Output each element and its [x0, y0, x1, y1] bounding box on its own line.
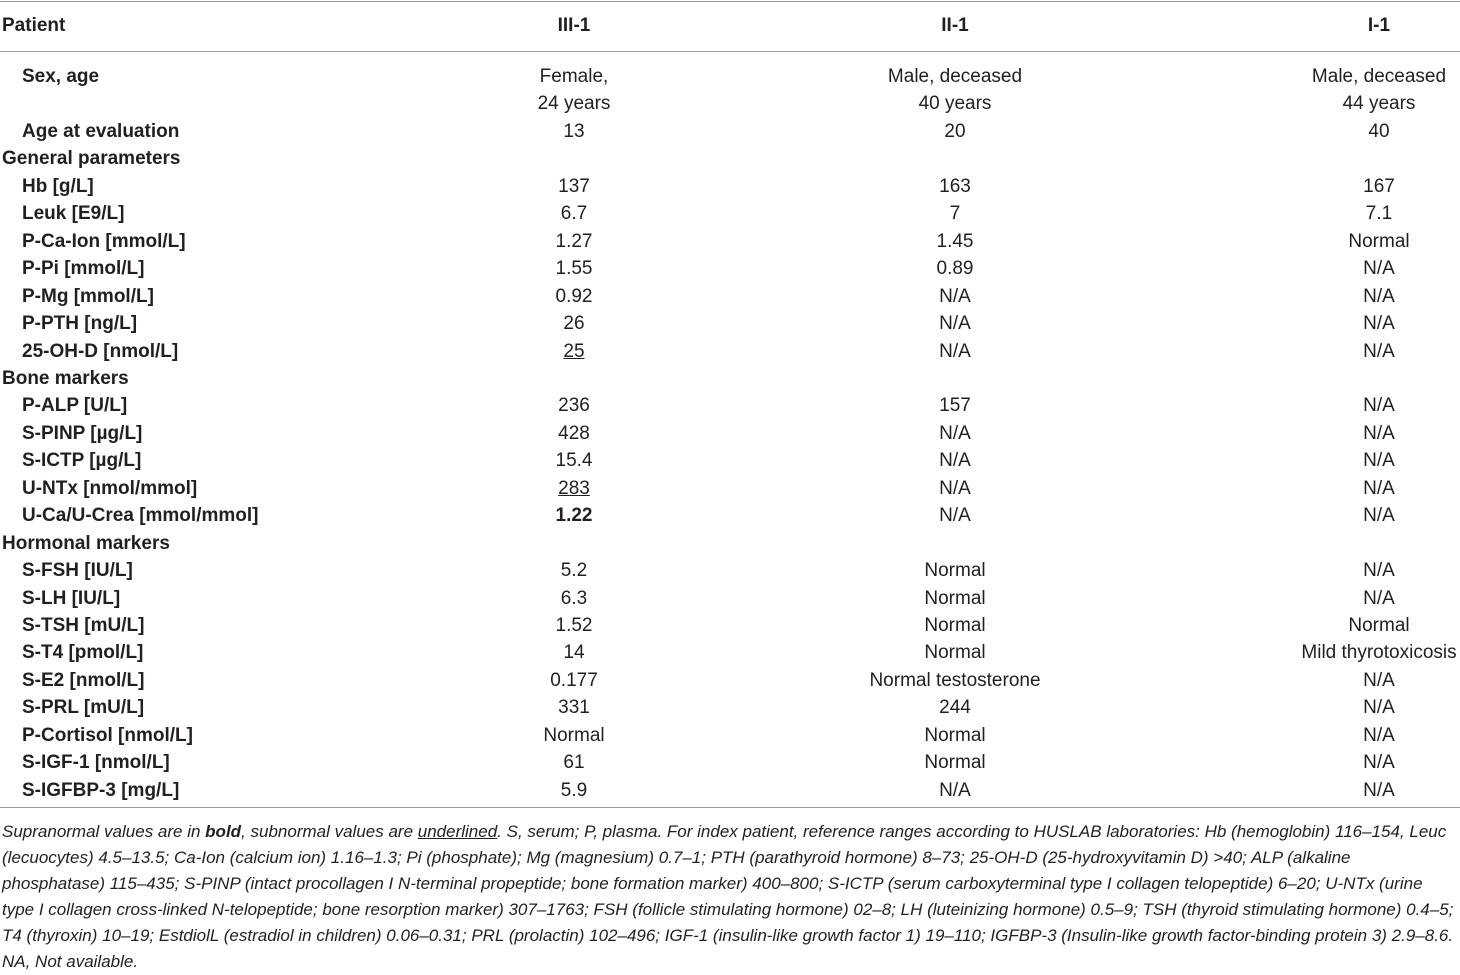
- value-i-1: N/A: [1363, 395, 1395, 417]
- value-iii-1: 5.2: [560, 560, 588, 582]
- value-ii-1: N/A: [939, 450, 971, 472]
- table-row: [0, 145, 1460, 172]
- table-row: [0, 283, 1460, 310]
- value-iii-1: 6.3: [560, 587, 588, 609]
- value-iii-1: 5.9: [560, 779, 588, 801]
- table-row: [0, 365, 1460, 392]
- value-iii-1: 24 years: [537, 93, 611, 115]
- value-i-1: 167: [1363, 175, 1395, 197]
- value-iii-1: 25: [563, 340, 585, 362]
- value-i-1: Mild thyrotoxicosis: [1301, 642, 1457, 664]
- row-label: S-E2 [nmol/L]: [22, 669, 145, 691]
- value-i-1: N/A: [1363, 313, 1395, 335]
- table-row: [0, 694, 1460, 721]
- footnote-text: . S, serum; P, plasma. For index patient, reference ranges according to HUSLAB laboratories: Hb (hemoglobin) 116–154, Leuc (lecuocytes) 4.5–13.5; Ca-Ion (calcium ion) 1.16–1.3; Pi (phosphate); Mg (magnesium) 0.7–1; PTH (parathyroid hormone) 8–73; 25-OH-D (25-hydroxyvitamin D) >40; ALP (alkaline phosphatase) 115–435; S-PINP (intact procollagen I N-terminal propeptide; bone formation marker) 400–800; S-ICTP (serum carboxyterminal type I collagen telopeptide) 6–20; U-NTx (urine type I collagen cross-linked N-telopeptide; bone resorption marker) 307–1763; FSH (follicle stimulating hormone) 02–8; LH (luteinizing hormone) 0.5–9; TSH (thyroid stimulating hormone) 0.4–5; T4 (thyroxin) 10–19; EstdiolL (estradiol in children) 0.06–0.31; PRL (prolactin) 102–496; IGF-1 (insulin-like growth factor 1) 19–110; IGFBP-3 (Insulin-like growth factor-binding protein 3) 2.9–8.6. NA, Not available.: [2, 822, 1454, 971]
- value-iii-1: 6.7: [560, 203, 588, 225]
- value-ii-1: 157: [939, 395, 971, 417]
- value-ii-1: N/A: [939, 505, 971, 527]
- value-i-1: Male, deceased: [1311, 66, 1447, 87]
- value-i-1: N/A: [1363, 587, 1395, 609]
- section-heading: Hormonal markers: [2, 532, 170, 554]
- table-row: [0, 639, 1460, 666]
- table-row: [0, 530, 1460, 557]
- table-bottom-rule: [0, 807, 1460, 808]
- table-row: [0, 585, 1460, 612]
- table-row: [0, 173, 1460, 200]
- value-ii-1: 20: [944, 120, 966, 142]
- value-ii-1: N/A: [939, 285, 971, 307]
- value-iii-1: 236: [558, 395, 590, 417]
- row-label: S-IGFBP-3 [mg/L]: [22, 779, 180, 801]
- value-ii-1: Normal: [924, 560, 986, 582]
- header-i-1: I-1: [1367, 15, 1391, 36]
- row-label: S-PINP [µg/L]: [22, 422, 143, 444]
- section-heading: Bone markers: [2, 367, 129, 389]
- row-label: P-ALP [U/L]: [22, 395, 128, 417]
- row-label: P-PTH [ng/L]: [22, 313, 138, 335]
- value-iii-1: 0.92: [555, 285, 593, 307]
- value-iii-1: 1.55: [555, 258, 593, 280]
- table-row: [0, 228, 1460, 255]
- value-i-1: N/A: [1363, 697, 1395, 719]
- table-row: [0, 90, 1460, 117]
- value-i-1: Normal: [1348, 230, 1410, 252]
- value-i-1: 44 years: [1342, 93, 1416, 115]
- value-iii-1: 331: [558, 697, 590, 719]
- value-i-1: 7.1: [1365, 203, 1393, 225]
- value-ii-1: 1.45: [936, 230, 974, 252]
- value-iii-1: 1.52: [555, 615, 593, 636]
- row-label: Hb [g/L]: [22, 175, 94, 197]
- value-i-1: N/A: [1363, 258, 1395, 280]
- row-label: U-Ca/U-Crea [mmol/mmol]: [22, 505, 259, 527]
- row-label: S-T4 [pmol/L]: [22, 642, 144, 664]
- value-ii-1: Normal: [924, 752, 986, 774]
- value-iii-1: 283: [558, 477, 590, 499]
- value-iii-1: 61: [563, 752, 585, 774]
- value-ii-1: 40 years: [918, 93, 992, 115]
- value-i-1: N/A: [1363, 422, 1395, 444]
- row-label: Age at evaluation: [22, 120, 180, 142]
- row-label: P-Cortisol [nmol/L]: [22, 724, 193, 746]
- row-label: S-IGF-1 [nmol/L]: [22, 752, 170, 774]
- value-i-1: N/A: [1363, 477, 1395, 499]
- table-row: [0, 722, 1460, 749]
- table-row: [0, 63, 1460, 90]
- value-i-1: 40: [1368, 120, 1390, 142]
- header-ii-1: II-1: [941, 15, 969, 36]
- value-iii-1: 1.22: [555, 505, 593, 527]
- table-row: [0, 255, 1460, 282]
- value-i-1: N/A: [1363, 505, 1395, 527]
- header-rule: [0, 51, 1460, 52]
- footnote-bold-word: bold: [205, 822, 242, 841]
- value-i-1: N/A: [1363, 560, 1395, 582]
- table-row: [0, 502, 1460, 529]
- table-row: [0, 475, 1460, 502]
- header-iii-1: III-1: [557, 15, 591, 36]
- table-header-row: [0, 12, 1460, 39]
- footnote-text: Supranormal values are in: [2, 822, 206, 841]
- row-label: P-Ca-Ion [mmol/L]: [22, 230, 186, 252]
- row-label: S-TSH [mU/L]: [22, 615, 145, 636]
- row-label: Sex, age: [22, 66, 100, 87]
- value-i-1: Normal: [1348, 615, 1410, 636]
- table-row: [0, 612, 1460, 639]
- value-i-1: N/A: [1363, 285, 1395, 307]
- footnote-underlined-word: underlined: [417, 822, 498, 841]
- value-ii-1: N/A: [939, 779, 971, 801]
- value-ii-1: N/A: [939, 313, 971, 335]
- row-label: S-LH [IU/L]: [22, 587, 121, 609]
- value-i-1: N/A: [1363, 752, 1395, 774]
- row-label: S-FSH [IU/L]: [22, 560, 133, 582]
- value-iii-1: Female,: [539, 66, 609, 87]
- row-label: 25-OH-D [nmol/L]: [22, 340, 179, 362]
- table-row: [0, 749, 1460, 776]
- table-row: [0, 392, 1460, 419]
- value-iii-1: 14: [563, 642, 585, 664]
- table-row: [0, 667, 1460, 694]
- table-top-rule: [0, 1, 1460, 2]
- footnote-text: , subnormal values are: [241, 822, 418, 841]
- value-ii-1: Normal: [924, 587, 986, 609]
- table-row: [0, 118, 1460, 145]
- value-ii-1: 163: [939, 175, 971, 197]
- table-footnote: [2, 819, 1458, 975]
- value-ii-1: 244: [939, 697, 971, 719]
- table-row: [0, 557, 1460, 584]
- value-i-1: N/A: [1363, 340, 1395, 362]
- row-label: U-NTx [nmol/mmol]: [22, 477, 198, 499]
- value-i-1: N/A: [1363, 779, 1395, 801]
- value-iii-1: 26: [563, 313, 585, 335]
- table-row: [0, 338, 1460, 365]
- value-ii-1: Male, deceased: [887, 66, 1023, 87]
- value-iii-1: 13: [563, 120, 585, 142]
- value-iii-1: 0.177: [550, 669, 598, 691]
- row-label: S-PRL [mU/L]: [22, 697, 145, 719]
- value-ii-1: N/A: [939, 477, 971, 499]
- value-iii-1: Normal: [543, 724, 605, 746]
- table-row: [0, 777, 1460, 804]
- value-ii-1: N/A: [939, 422, 971, 444]
- value-ii-1: 7: [949, 203, 961, 225]
- table-row: [0, 310, 1460, 337]
- value-ii-1: Normal: [924, 615, 986, 636]
- value-iii-1: 1.27: [555, 230, 593, 252]
- table-row: [0, 420, 1460, 447]
- row-label: Leuk [E9/L]: [22, 203, 125, 225]
- value-ii-1: N/A: [939, 340, 971, 362]
- section-heading: General parameters: [2, 148, 181, 170]
- row-label: S-ICTP [µg/L]: [22, 450, 142, 472]
- value-ii-1: Normal testosterone: [869, 669, 1041, 691]
- value-i-1: N/A: [1363, 724, 1395, 746]
- table-row: [0, 447, 1460, 474]
- value-ii-1: Normal: [924, 642, 986, 664]
- header-patient: Patient: [2, 15, 66, 36]
- value-ii-1: 0.89: [936, 258, 974, 280]
- row-label: P-Mg [mmol/L]: [22, 285, 154, 307]
- row-label: P-Pi [mmol/L]: [22, 258, 145, 280]
- value-i-1: N/A: [1363, 669, 1395, 691]
- value-i-1: N/A: [1363, 450, 1395, 472]
- value-iii-1: 137: [558, 175, 590, 197]
- value-iii-1: 428: [558, 422, 590, 444]
- value-ii-1: Normal: [924, 724, 986, 746]
- value-iii-1: 15.4: [555, 450, 593, 472]
- table-row: [0, 200, 1460, 227]
